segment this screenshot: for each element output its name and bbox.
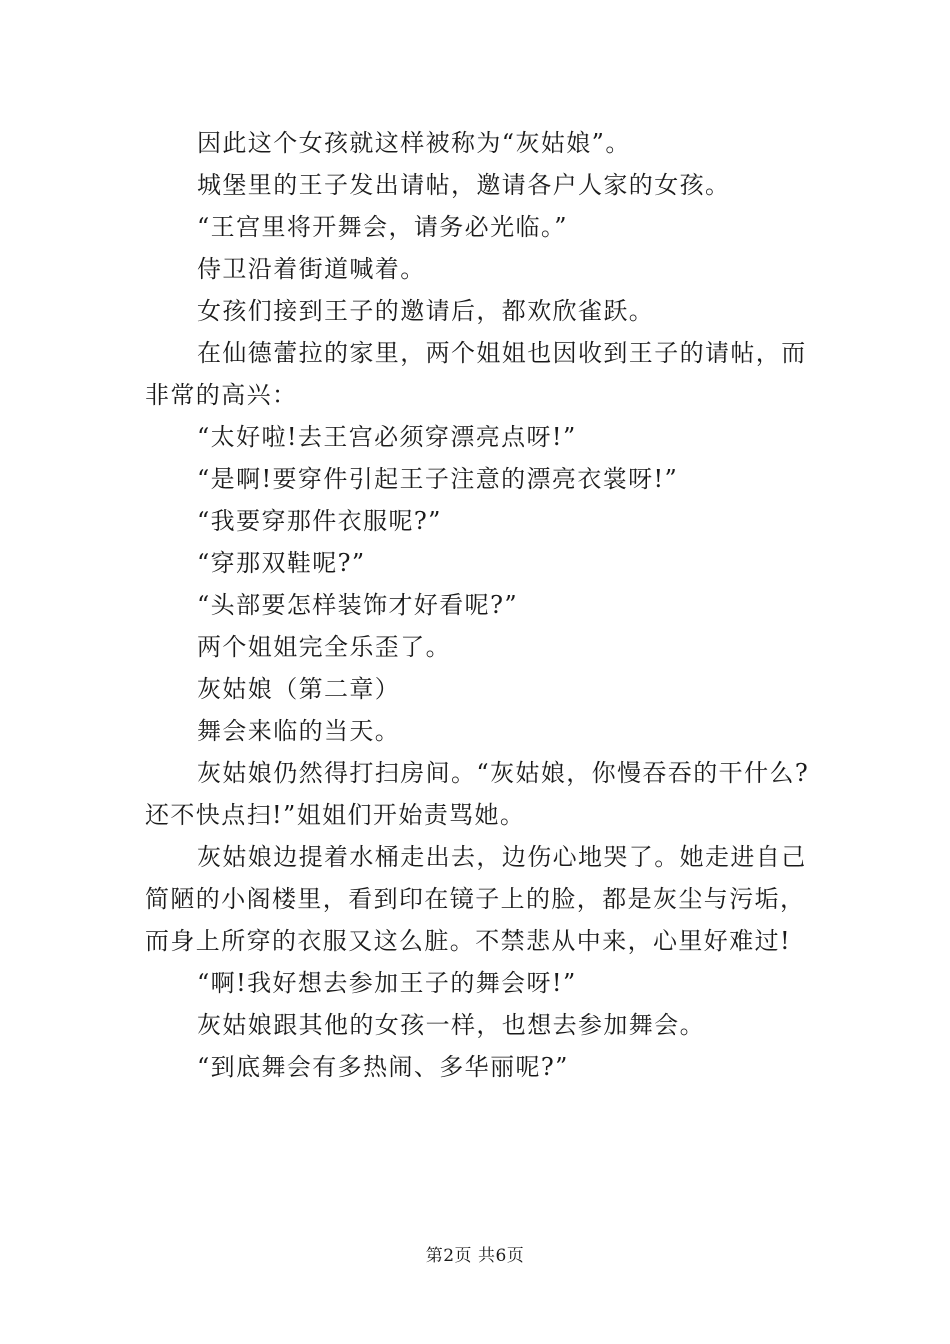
paragraph: “啊!我好想去参加王子的舞会呀!”: [197, 969, 577, 997]
paragraph: 灰姑娘边提着水桶走出去，边伤心地哭了。她走进自己简陋的小阁楼里，看到印在镜子上的脸，都是灰尘与污垢，而身上所穿的衣服又这么脏。不禁悲从中来，心里好难过!: [145, 843, 807, 955]
paragraph: 因此这个女孩就这样被称为“灰姑娘”。: [197, 129, 631, 157]
paragraph: “我要穿那件衣服呢?”: [197, 507, 442, 535]
paragraph: 侍卫沿着街道喊着。: [197, 255, 426, 283]
paragraph: 女孩们接到王子的邀请后，都欢欣雀跃。: [197, 297, 655, 325]
paragraph: 城堡里的王子发出请帖，邀请各户人家的女孩。: [197, 171, 731, 199]
paragraph: “太好啦!去王宫必须穿漂亮点呀!”: [197, 423, 577, 451]
paragraph: “王宫里将开舞会，请务必光临。”: [197, 213, 568, 241]
chapter-heading: 灰姑娘（第二章）: [197, 675, 401, 703]
paragraph: 舞会来临的当天。: [197, 717, 401, 745]
document-body: [145, 122, 810, 1088]
paragraph: “穿那双鞋呢?”: [197, 549, 366, 577]
page-number-footer: 第2页 共6页: [425, 1246, 525, 1266]
paragraph: 在仙德蕾拉的家里，两个姐姐也因收到王子的请帖，而非常的高兴：: [145, 339, 807, 409]
paragraph: “到底舞会有多热闹、多华丽呢?”: [197, 1053, 569, 1081]
paragraph: 灰姑娘仍然得打扫房间。“灰姑娘，你慢吞吞的干什么?还不快点扫!”姐姐们开始责骂她。: [145, 759, 810, 829]
paragraph: “头部要怎样装饰才好看呢?”: [197, 591, 519, 619]
paragraph: 两个姐姐完全乐歪了。: [197, 633, 451, 661]
paragraph: 灰姑娘跟其他的女孩一样，也想去参加舞会。: [197, 1011, 705, 1039]
paragraph: “是啊!要穿件引起王子注意的漂亮衣裳呀!”: [197, 465, 679, 493]
